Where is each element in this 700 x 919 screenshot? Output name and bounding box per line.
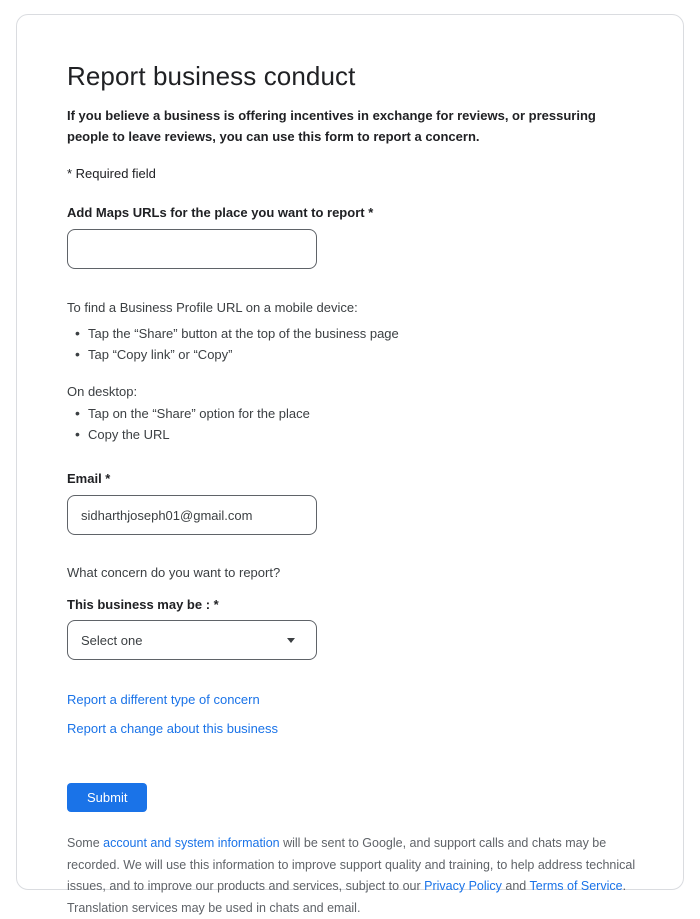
submit-button[interactable]: Submit — [67, 783, 147, 812]
business-change-link[interactable]: Report a change about this business — [67, 721, 279, 736]
dropdown-arrow-icon — [287, 638, 295, 643]
list-item: • Tap on the “Share” option for the place — [67, 406, 637, 422]
intro-text: If you believe a business is offering incentives in exchange for reviews, or pressuring people to leave reviews, you can use this form to report a concern. — [67, 108, 596, 144]
maps-url-label: Add Maps URLs for the place you want to report * — [67, 205, 374, 220]
list-item: • Copy the URL — [67, 427, 637, 443]
privacy-policy-link[interactable]: Privacy Policy — [424, 879, 502, 893]
email-field[interactable] — [67, 495, 317, 535]
privacy-disclaimer — [67, 833, 637, 919]
disclaimer-text: Some — [67, 836, 104, 850]
business-type-label: This business may be : * — [67, 597, 219, 612]
mobile-instructions-intro: To find a Business Profile URL on a mobile device: — [67, 300, 358, 315]
disclaimer-text: and — [501, 879, 530, 893]
disclaimer-text: . Translation services may be used in chats and email. — [67, 879, 627, 915]
different-concern-link[interactable]: Report a different type of concern — [67, 692, 260, 707]
mobile-instructions-list — [67, 326, 637, 363]
required-field-note: * Required field — [67, 166, 156, 181]
list-item: • Tap the “Share” button at the top of the business page — [67, 326, 637, 342]
concern-question: What concern do you want to report? — [67, 565, 281, 580]
terms-of-service-link[interactable]: Terms of Service — [529, 879, 623, 893]
disclaimer-text: will be sent to Google, and support calls and chats may be recorded. We will use this information to improve support quality and training, to help address technical issues, and to improve our products and services, subject to our — [67, 836, 636, 893]
maps-url-input[interactable] — [67, 229, 317, 269]
report-form-card — [16, 14, 684, 915]
form-content — [17, 15, 683, 919]
page-title: Report business conduct — [67, 61, 356, 91]
desktop-instructions-list — [67, 406, 637, 443]
business-type-select[interactable] — [67, 620, 317, 660]
email-label: Email * — [67, 471, 111, 486]
account-system-info-link[interactable]: account and system information — [103, 836, 280, 850]
desktop-instructions-intro: On desktop: — [67, 384, 138, 399]
select-value: Select one — [81, 632, 143, 648]
alternate-report-links — [67, 691, 637, 738]
list-item: • Tap “Copy link” or “Copy” — [67, 347, 637, 363]
